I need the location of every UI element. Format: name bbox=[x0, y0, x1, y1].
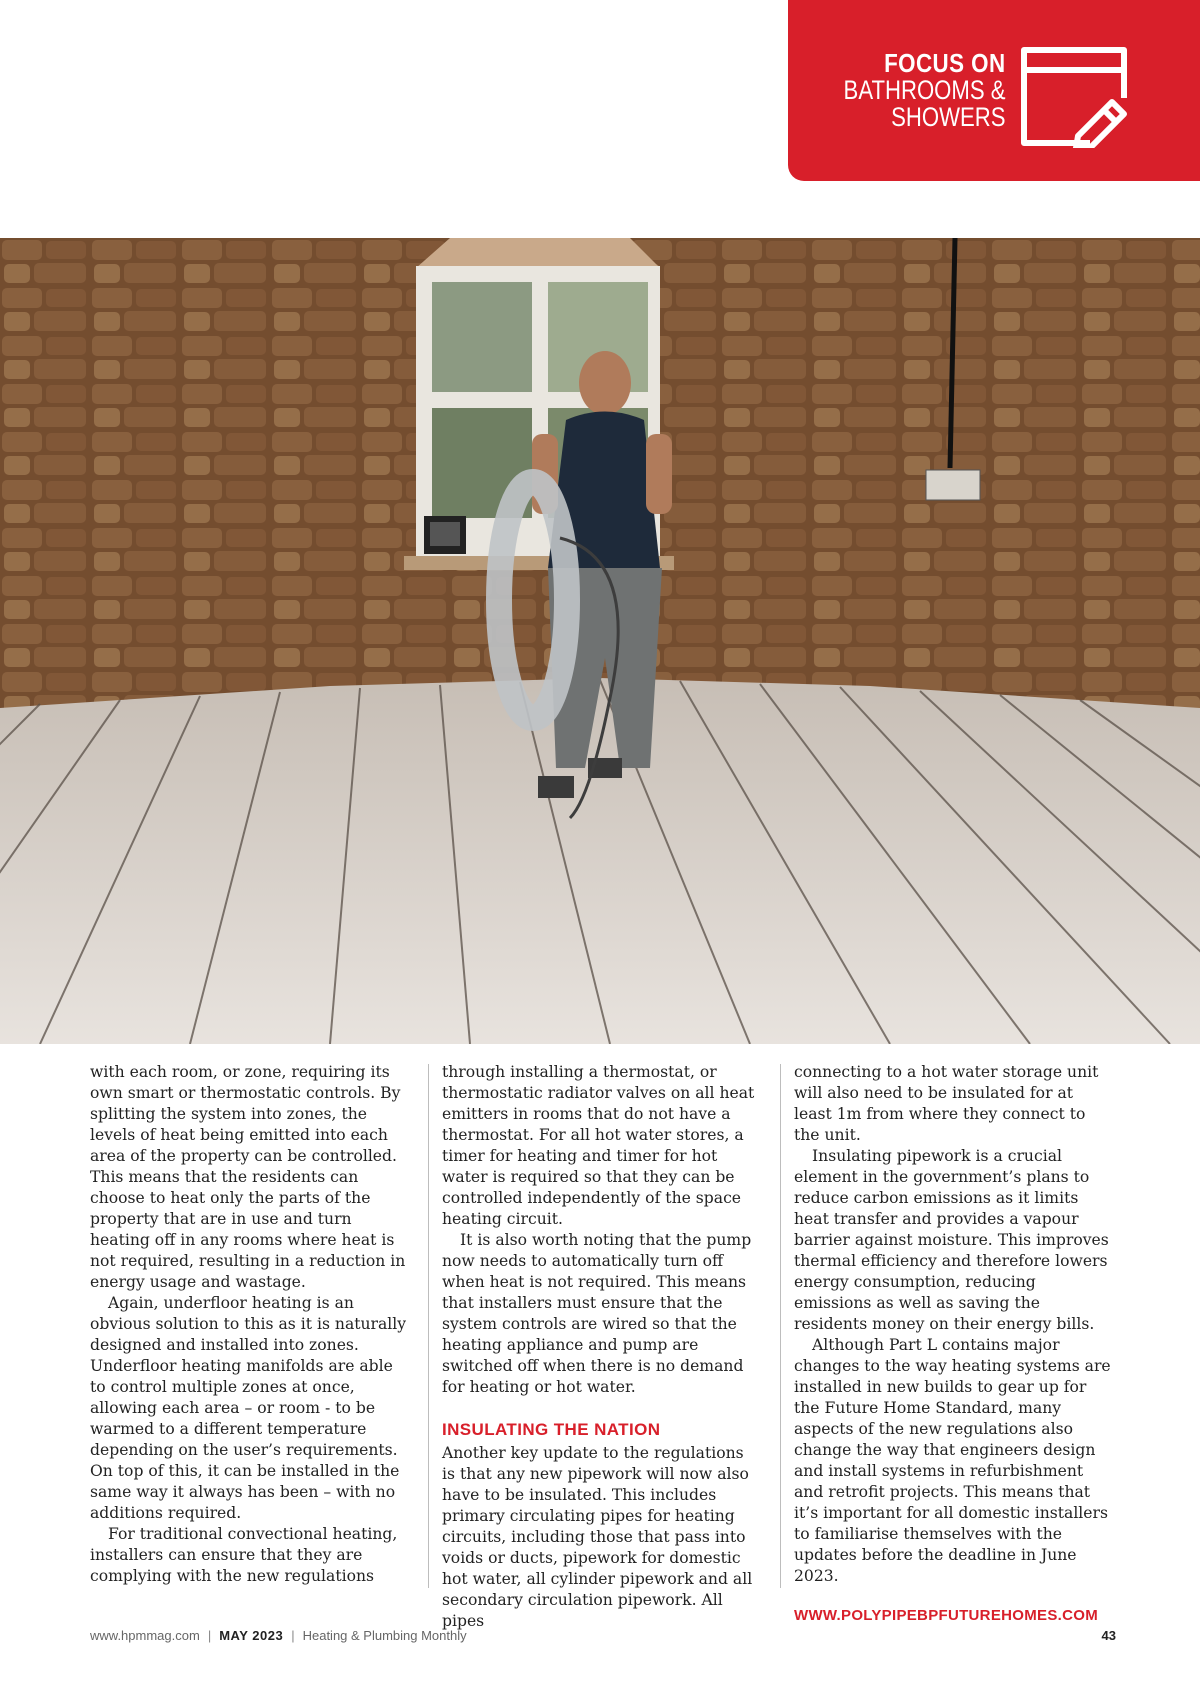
paragraph: with each room, or zone, requiring its own smart or thermostatic controls. By splitting the system into zones, the levels of heat being emitted into each area of the property can be controlled. This means that the residents can choose to heat only the parts of the property that are in use and turn heating off in any rooms where heat is not required, resulting in a reduction in energy usage and wastage. bbox=[90, 1063, 406, 1291]
photo-illustration bbox=[0, 238, 1200, 1044]
footer-separator: | bbox=[291, 1628, 295, 1643]
page-footer bbox=[90, 1628, 1116, 1648]
article-column-1 bbox=[90, 1062, 408, 1587]
article-column-3 bbox=[794, 1062, 1112, 1626]
paragraph: Although Part L contains major changes to the way heating systems are installed in new builds to gear up for the Future Home Standard, many aspects of the new regulations also change the way that engineers design and install systems in refurbishment and retrofit projects. This means that it’s important for all domestic installers to familiarise themselves with the updates before the deadline in June 2023. bbox=[794, 1336, 1111, 1585]
section-tab bbox=[788, 0, 1200, 181]
footer-website[interactable]: www.hpmmag.com bbox=[90, 1628, 200, 1643]
paragraph: Insulating pipework is a crucial element in the government’s plans to reduce carbon emissions as it limits heat transfer and provides a vapour barrier against moisture. This improves thermal efficiency and therefore lowers energy consumption, reducing emissions as well as saving the residents money on their energy bills. bbox=[794, 1147, 1109, 1333]
column-rule bbox=[780, 1064, 781, 1588]
page-number: 43 bbox=[1101, 1628, 1116, 1643]
paragraph: through installing a thermostat, or thermostatic radiator valves on all heat emitters in rooms that do not have a thermostat. For all hot water stores, a timer for heating and timer for hot water is required so that they can be controlled independently of the space heating circuit. bbox=[442, 1063, 755, 1228]
footer-issue: MAY 2023 bbox=[219, 1628, 284, 1643]
section-subheading: INSULATING THE NATION bbox=[442, 1420, 661, 1439]
section-subtitle-line2: SHOWERS bbox=[891, 102, 1006, 132]
footer-separator: | bbox=[207, 1628, 212, 1643]
section-subtitle-line1: BATHROOMS & bbox=[844, 75, 1006, 105]
section-title: FOCUS ON bbox=[884, 48, 1006, 78]
paragraph: Again, underfloor heating is an obvious solution to this as it is naturally designed and installed into zones. Underfloor heating manifolds are able to control multiple zones at once, allowing each area – or room - to be warmed to a different temperature depending on the user’s requirements. On top of this, it can be installed in the same way it always has been – with no additions required. bbox=[90, 1294, 407, 1522]
main-photo bbox=[0, 238, 1200, 1044]
pencil-note-icon bbox=[1020, 46, 1132, 148]
paragraph: It is also worth noting that the pump now needs to automatically turn off when heat is not required. This means that installers must ensure that the system controls are wired so that the heating appliance and pump are switched off when there is no demand for heating or hot water. bbox=[442, 1231, 752, 1396]
column-rule bbox=[428, 1064, 429, 1588]
paragraph: Another key update to the regulations is that any new pipework will now also have to be insulated. This includes primary circulating pipes for heating circuits, including those that pass into voids or ducts, pipework for domestic hot water, all cylinder pipework and all secondary circulation pipework. All pipes bbox=[442, 1444, 753, 1630]
paragraph: For traditional convectional heating, installers can ensure that they are complying with the new regulations bbox=[90, 1525, 398, 1585]
article-column-2 bbox=[442, 1062, 760, 1632]
paragraph: connecting to a hot water storage unit will also need to be insulated for at least 1m from where they connect to the unit. bbox=[794, 1063, 1099, 1144]
website-link[interactable]: WWW.POLYPIPEBPFUTUREHOMES.COM bbox=[794, 1607, 1098, 1624]
footer-publication: Heating & Plumbing Monthly bbox=[302, 1628, 467, 1643]
section-tab-text bbox=[808, 50, 1006, 131]
